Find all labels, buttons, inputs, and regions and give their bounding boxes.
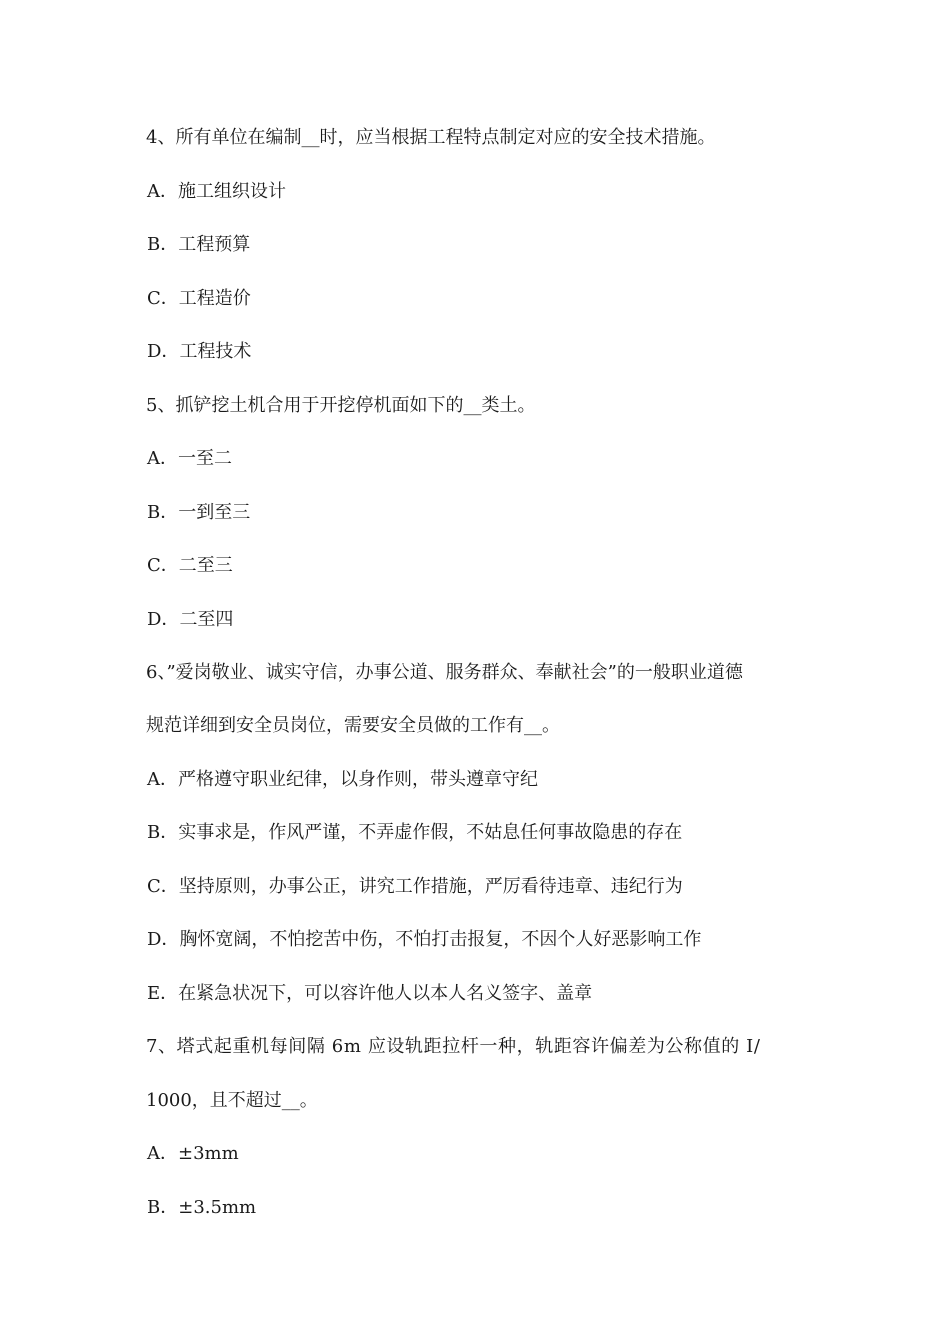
option-letter: D． xyxy=(147,609,180,630)
option-letter: C． xyxy=(147,876,179,897)
question-6-option-c xyxy=(147,875,683,899)
option-text: ±3mm xyxy=(178,1143,239,1164)
option-letter: A． xyxy=(147,181,178,202)
question-5-option-c xyxy=(147,554,233,578)
question-5-text: 5、抓铲挖土机合用于开挖停机面如下的__类土。 xyxy=(146,395,536,416)
question-7-text-line-1: 7、塔式起重机每间隔 6m 应设轨距拉杆一种，轨距容许偏差为公称值的 I/ xyxy=(146,1036,761,1057)
option-text: 一至二 xyxy=(178,448,232,469)
question-7-text-line-2: 1000，且不超过__。 xyxy=(146,1090,318,1111)
option-text: 在紧急状况下，可以容许他人以本人名义签字、盖章 xyxy=(178,983,593,1004)
question-6-text-line-1: 6、”爱岗敬业、诚实守信，办事公道、服务群众、奉献社会”的一般职业道德 xyxy=(146,662,743,683)
option-letter: B． xyxy=(147,502,179,523)
question-6-option-a xyxy=(147,768,538,792)
question-4-option-b xyxy=(147,233,250,257)
option-letter: D． xyxy=(147,341,180,362)
question-6-option-d xyxy=(147,928,701,952)
option-letter: E． xyxy=(147,983,179,1004)
option-letter: A． xyxy=(147,769,178,790)
option-letter: B． xyxy=(147,234,179,255)
option-text: 施工组织设计 xyxy=(178,181,286,202)
question-7-option-a xyxy=(147,1142,239,1166)
option-letter: C． xyxy=(147,555,179,576)
question-6-option-e xyxy=(147,982,592,1006)
question-4-option-a xyxy=(147,180,286,204)
question-7-option-b xyxy=(147,1196,256,1220)
option-text: 实事求是，作风严谨，不弄虚作假，不姑息任何事故隐患的存在 xyxy=(178,822,683,843)
option-text: 胸怀宽阔，不怕挖苦中伤，不怕打击报复，不因个人好恶影响工作 xyxy=(179,929,702,950)
option-text: 二至四 xyxy=(179,609,234,630)
question-5-option-a xyxy=(147,447,232,471)
question-6-text-line-2: 规范详细到安全员岗位，需要安全员做的工作有__。 xyxy=(146,715,560,736)
option-letter: A． xyxy=(147,1143,178,1164)
option-letter: B． xyxy=(147,1197,179,1218)
question-5-option-b xyxy=(147,501,250,525)
option-letter: A． xyxy=(147,448,178,469)
option-text: 工程预算 xyxy=(178,234,251,255)
question-6-option-b xyxy=(147,821,682,845)
option-text: 严格遵守职业纪律，以身作则，带头遵章守纪 xyxy=(178,769,538,790)
option-letter: C． xyxy=(147,288,179,309)
question-4-option-c xyxy=(147,287,251,311)
question-4-text: 4、所有单位在编制__时，应当根据工程特点制定对应的安全技术措施。 xyxy=(146,127,716,148)
option-text: 一到至三 xyxy=(178,502,251,523)
question-4-option-d xyxy=(147,340,251,364)
option-text: 工程造价 xyxy=(178,288,251,309)
option-letter: B． xyxy=(147,822,179,843)
option-letter: D． xyxy=(147,929,180,950)
option-text: ±3.5mm xyxy=(178,1197,257,1218)
question-5-option-d xyxy=(147,608,233,632)
option-text: 工程技术 xyxy=(179,341,252,362)
option-text: 二至三 xyxy=(178,555,233,576)
option-text: 坚持原则，办事公正，讲究工作措施，严厉看待违章、违纪行为 xyxy=(178,876,683,897)
